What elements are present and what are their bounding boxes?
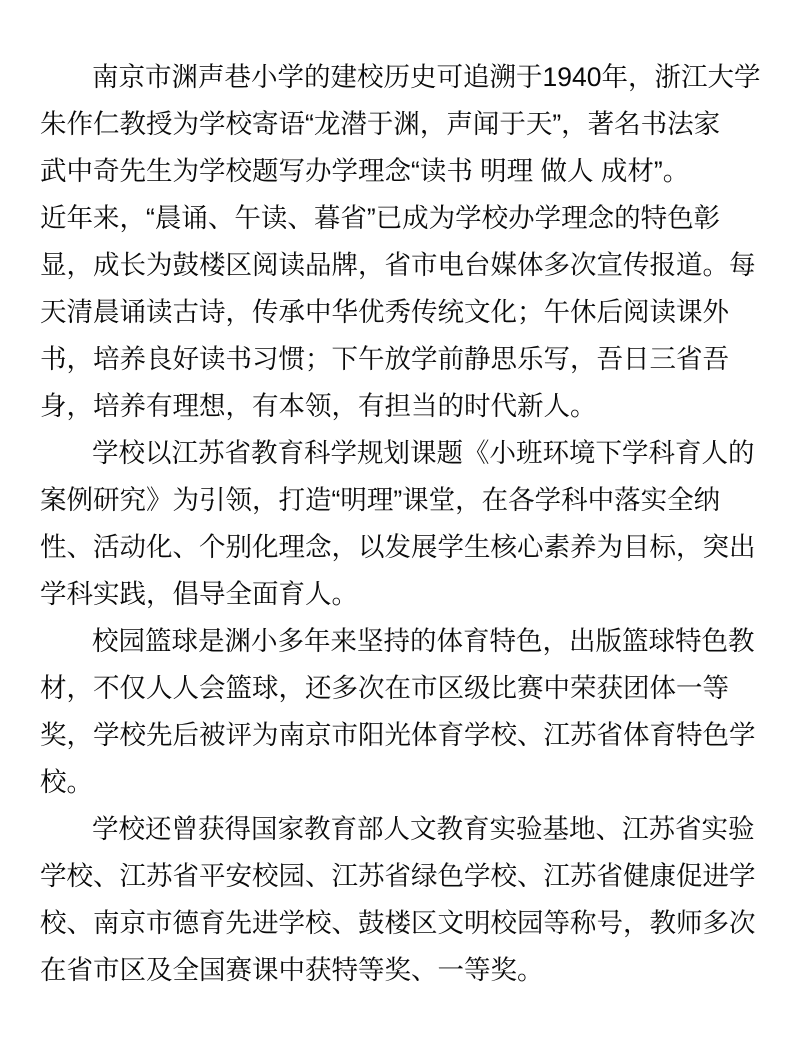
- text-line: 校。: [40, 767, 93, 797]
- paragraph-honors: [40, 806, 764, 994]
- text-line: 材，不仅人人会篮球，还多次在市区级比赛中荣获团体一等: [40, 673, 729, 703]
- text-line: 显，成长为鼓楼区阅读品牌，省市电台媒体多次宣传报道。每: [40, 250, 756, 280]
- text-line: 武中奇先生为学校题写办学理念“读书 明理 做人 成材”。: [40, 156, 690, 186]
- text-line: 书，培养良好读书习惯；下午放学前静思乐写，吾日三省吾: [40, 344, 729, 374]
- text-line: 学校以江苏省教育科学规划课题《小班环境下学科育人的: [92, 438, 755, 468]
- paragraph-basketball: [40, 618, 764, 806]
- paragraph-curriculum: [40, 430, 764, 618]
- text-line: 奖，学校先后被评为南京市阳光体育学校、江苏省体育特色学: [40, 720, 756, 750]
- text-line: 在省市区及全国赛课中获特等奖、一等奖。: [40, 955, 544, 985]
- paragraph-history: [40, 54, 764, 430]
- text-line: 性、活动化、个别化理念，以发展学生核心素养为目标，突出: [40, 532, 756, 562]
- text-line: 天清晨诵读古诗，传承中华优秀传统文化；午休后阅读课外: [40, 297, 729, 327]
- text-line: 案例研究》为引领，打造“明理”课堂，在各学科中落实全纳: [40, 485, 721, 515]
- text-line: 近年来，“晨诵、午读、暮省”已成为学校办学理念的特色彰: [40, 203, 721, 233]
- text-line: 学科实践，倡导全面育人。: [40, 579, 358, 609]
- text-line: 校园篮球是渊小多年来坚持的体育特色，出版篮球特色教: [92, 626, 755, 656]
- text-line: 学校还曾获得国家教育部人文教育实验基地、江苏省实验: [92, 814, 755, 844]
- text-line: 朱作仁教授为学校寄语“龙潜于渊，声闻于天”，著名书法家: [40, 109, 721, 139]
- text-line: 身，培养有理想，有本领，有担当的时代新人。: [40, 391, 597, 421]
- text-line: 南京市渊声巷小学的建校历史可追溯于1940年，浙江大学: [92, 62, 761, 92]
- text-line: 学校、江苏省平安校园、江苏省绿色学校、江苏省健康促进学: [40, 861, 756, 891]
- text-line: 校、南京市德育先进学校、鼓楼区文明校园等称号，教师多次: [40, 908, 756, 938]
- article-text: [40, 54, 764, 994]
